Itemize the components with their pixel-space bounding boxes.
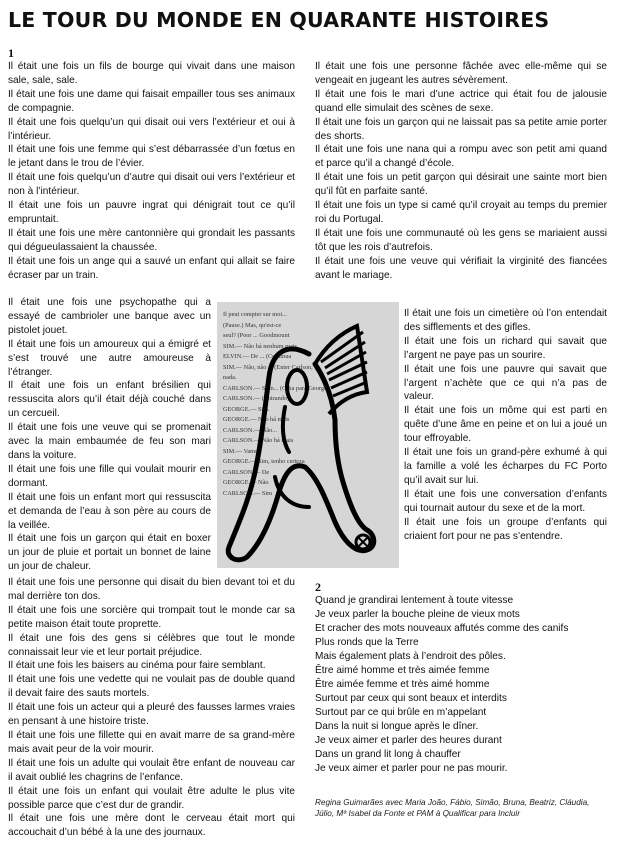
text-paragraph: Il était une fois des gens si célèbres que tout le monde connaissait leur vie et leur portait préjudice.: [8, 632, 295, 658]
book-text-line: CARLSON.— De: [223, 468, 270, 476]
text-paragraph: Il était une fois un ange qui a sauvé un enfant qui allait se faire écraser par un train.: [8, 255, 295, 281]
text-paragraph: Il était une fois un enfant qui voulait être adulte le plus vite possible parce que c’est dur de grandir.: [8, 785, 295, 811]
section-1-right-top: [315, 60, 607, 283]
text-paragraph: Il était une fois une conversation d’enfants qui tournait autour du sexe et de la mort.: [404, 488, 607, 514]
text-paragraph: Il était une fois un grand-père exhumé à qui la famille a volé les écharpes du FC Porto qu’il avait sur lui.: [404, 447, 607, 486]
text-paragraph: Il était une fois un acteur qui a pleuré des fausses larmes vraies en pensant à une histoire triste.: [8, 702, 295, 728]
book-text-line: CARLSON.— Slim... (Olha para George: [223, 384, 327, 392]
book-text-line: GEORGE.— Não há mais: [223, 416, 290, 423]
book-text-line: GEORGE.— Sim.: [223, 405, 270, 413]
text-paragraph: Il était une fois le mari d’une actrice qui était fou de jalousie quand elle simulait des scènes de sexe.: [315, 88, 607, 114]
text-paragraph: Je veux parler la bouche pleine de vieux mots: [315, 609, 520, 620]
text-paragraph: Il était une fois un enfant mort qui ressuscita et demanda de l’eau à son père au cours de la veillée.: [8, 491, 211, 531]
book-text-line: nada.: [223, 374, 237, 381]
text-paragraph: Il était une fois quelqu’un d’autre qui disait oui vers l’extérieur et non à l’intérieur.: [8, 172, 295, 198]
book-text-line: ELVIN.— De ... (Continua: [223, 353, 292, 360]
book-text-line: CARLSON.— Não há mais: [223, 437, 294, 444]
text-paragraph: Il était une fois une vedette qui ne voulait pas de double quand il devait faire des sauts mortels.: [8, 674, 295, 700]
text-paragraph: Il était une fois un enfant brésilien qui ressuscita alors qu’il était déjà couché dans un cercueil.: [8, 380, 211, 420]
text-paragraph: Il était une fois une veuve qui se promenait avec la main embaumée de feu son mari dans la voiture.: [8, 422, 211, 461]
text-paragraph: Surtout par ce qui brûle en m’appelant: [315, 707, 487, 718]
text-paragraph: Il était une fois un fils de bourge qui vivait dans une maison sale, sale, sale.: [8, 61, 295, 86]
text-paragraph: Il était une fois un garçon qui ne laissait pas sa petite amie porter des shorts.: [315, 116, 607, 142]
book-text-line: GEORGE.— Não: [223, 479, 269, 486]
text-paragraph: Plus ronds que la Terre: [315, 637, 419, 648]
book-text-line: SIM.— Vamos: [223, 447, 261, 455]
text-paragraph: Il était une fois une communauté où les gens se mariaient aussi tôt que les rois d’autrefois.: [315, 227, 607, 253]
text-paragraph: Je veux aimer et parler des heures durant: [315, 735, 502, 746]
text-paragraph: Dans la nuit si longue après le dîner.: [315, 721, 479, 732]
book-text-line: SIM.— Não, não ... (Enter Carlson,: [223, 363, 313, 371]
text-paragraph: Quand je grandirai lentement à toute vitesse: [315, 595, 514, 606]
text-paragraph: Il était une fois un cimetière où l’on entendait des sifflements et des gifles.: [404, 308, 607, 333]
text-paragraph: Il était une fois un adulte qui voulait être enfant de nouveau car il avait oublié les chagrins de l’enfance.: [8, 757, 295, 783]
figure-drawing: [217, 302, 399, 568]
text-paragraph: Être aimée femme et très aimé homme: [315, 679, 490, 690]
text-paragraph: Il était une fois une fillette qui en avait marre de sa grand-mère mais avait peur de la voir mourir.: [8, 729, 295, 755]
book-text-line: (Pause.) Mas, qu'est-ce: [223, 321, 282, 329]
book-text-line: CARLSON.— Sim: [223, 489, 272, 497]
book-text-line: GEORGE.— Sim, tenho certeza: [223, 458, 305, 465]
credit-line: Regina Guimarães avec Maria João, Fábio, Simão, Bruna, Beatriz, Cláudia, Júlio, Mª Isabel da Fonte et PAM à Qualificar para Incluir: [315, 798, 590, 818]
text-paragraph: Il était une fois un richard qui savait que l’argent ne paye pas un sourire.: [404, 335, 607, 361]
text-paragraph: Il était une fois un pauvre ingrat qui dénigrait tout ce qu’il empruntait.: [8, 200, 295, 225]
text-paragraph: Surtout par ceux qui sont beaux et interdits: [315, 693, 507, 704]
text-paragraph: Il était une fois une psychopathe qui a essayé de cambrioler une banque avec un pistolet jouet.: [8, 297, 211, 336]
text-paragraph: Il était une fois une veuve qui vérifiait la virginité des fiancées avant le mariage.: [315, 255, 607, 281]
book-text-line: CARLSON.— Não...: [223, 426, 278, 434]
text-paragraph: Il était une fois une fille qui voulait mourir en dormant.: [8, 463, 211, 489]
book-illustration: [217, 302, 399, 568]
text-paragraph: Mais également plats à l’endroit des pôles.: [315, 651, 506, 662]
book-text-line: seul? (Poor ... Goodmount: [223, 332, 290, 339]
section-2-number: 2: [315, 580, 321, 594]
text-paragraph: Il était une fois les baisers au cinéma pour faire semblant.: [8, 660, 266, 672]
text-paragraph: Il était une fois une personne qui disait du bien devant toi et du mal derrière ton dos.: [8, 577, 295, 602]
text-paragraph: Il était une fois une personne fâchée avec elle-même qui se vengeait en jugeant les autres sévèrement.: [315, 61, 607, 86]
text-paragraph: Il était une fois une nana qui a rompu avec son petit ami quand et parce qu’il a changé d’école.: [315, 144, 607, 170]
text-paragraph: Il était une fois une dame qui faisait empailler tous ses animaux de compagnie.: [8, 88, 295, 114]
section-2-poem: [315, 594, 607, 776]
text-paragraph: Il était une fois un amoureux qui a émigré et s’est trouvé une autre amoureuse à l’étranger.: [8, 338, 211, 378]
text-paragraph: Il était une fois un môme qui est parti en quête d’une âme en peine et on lui a joué un tour effroyable.: [404, 405, 607, 445]
page-title: LE TOUR DU MONDE EN QUARANTE HISTOIRES: [8, 8, 550, 32]
book-text-line: Il peut compter sur moi...: [223, 311, 287, 318]
text-paragraph: Il était une fois une mère cantonnière qui grondait les passants qui dégueulassaient la chaussée.: [8, 227, 295, 253]
section-1-left-top: [8, 60, 295, 283]
section-1-number: 1: [8, 46, 14, 60]
text-paragraph: Il était une fois quelqu’un qui disait oui vers l’extérieur et oui à l’intérieur.: [8, 116, 295, 142]
text-paragraph: Il était une fois une pauvre qui savait que l’argent n’achète que ce qui n’a pas de valeur.: [404, 363, 607, 403]
text-paragraph: Il était une fois une mère dont le cerveau était mort qui accouchait d’un bébé à la une des journaux.: [8, 813, 295, 839]
text-paragraph: Je veux aimer et parler pour ne pas mourir.: [315, 763, 508, 774]
text-paragraph: Il était une fois un type si camé qu’il croyait au temps du premier roi du Portugal.: [315, 200, 607, 225]
section-1-left-bottom: [8, 576, 295, 840]
book-text-line: SIM.— Não há nenhum mais: [223, 342, 297, 350]
text-paragraph: Être aimé homme et très aimée femme: [315, 665, 490, 676]
section-1-left-narrow: [8, 296, 211, 574]
book-text-line: CARLSON.— (Entrando): [223, 395, 290, 402]
section-1-right-narrow: [404, 307, 607, 543]
text-paragraph: Il était une fois un garçon qui était en boxer un jour de pluie et portait un bonnet de laine un jour de chaleur.: [8, 533, 211, 573]
text-paragraph: Et cracher des mots nouveaux affutés comme des canifs: [315, 623, 569, 634]
text-paragraph: Dans un grand lit long à chauffer: [315, 749, 461, 760]
text-paragraph: Il était une fois un groupe d’enfants qui criaient fort pour ne pas s’entendre.: [404, 516, 607, 542]
text-paragraph: Il était une fois une femme qui s’est débarrassée d’un fœtus en le jetant dans le trou de l’évier.: [8, 144, 295, 170]
text-paragraph: Il était une fois un petit garçon qui désirait une sainte mort bien qu’il fût en parfaite santé.: [315, 172, 607, 198]
text-paragraph: Il était une fois une sorcière qui trompait tout le monde car sa petite maison était toute proprette.: [8, 604, 295, 630]
